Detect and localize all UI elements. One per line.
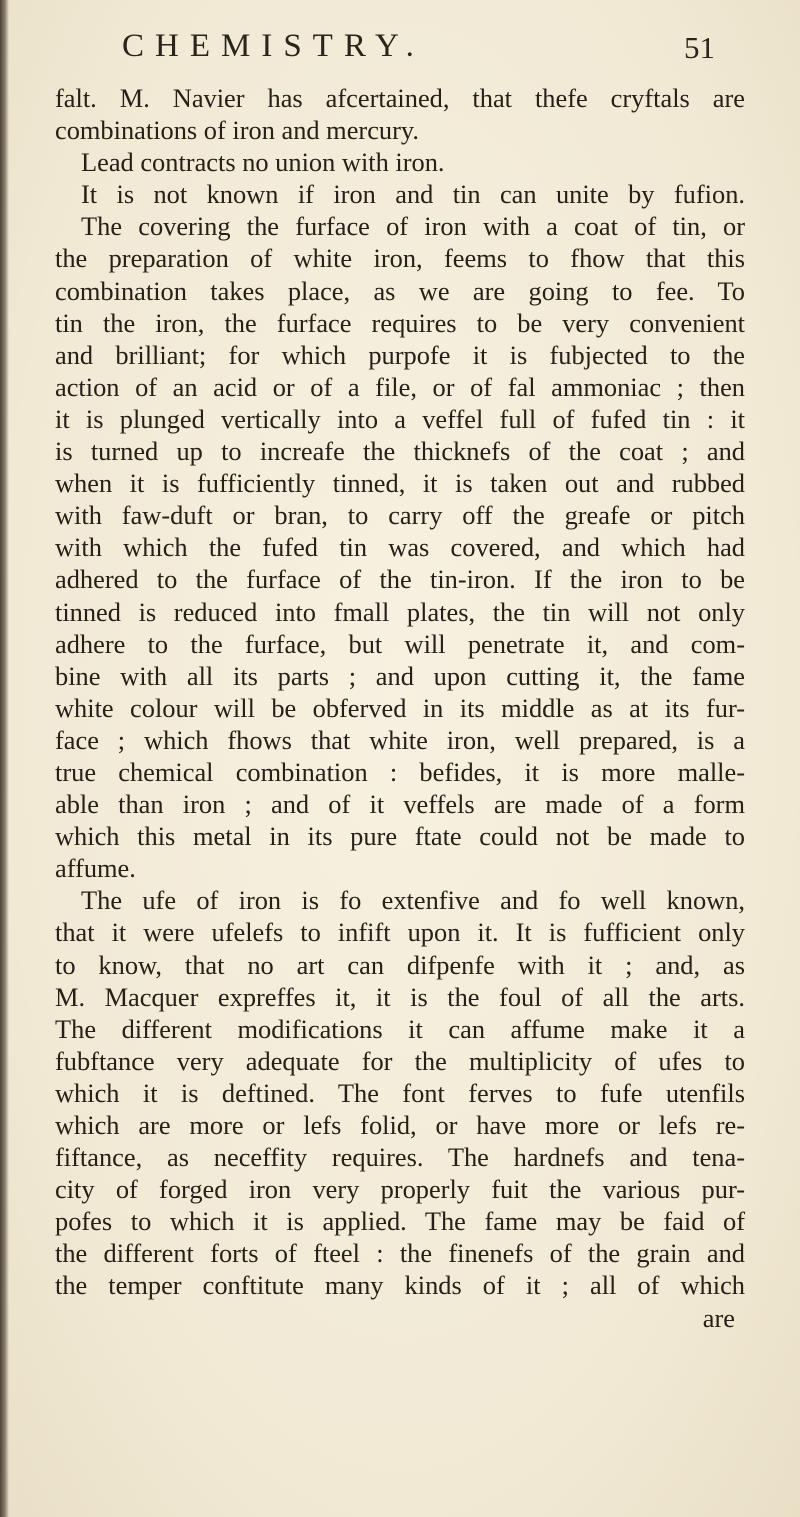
text-line: with faw-duft or bran, to carry off the greafe or pitch (55, 500, 745, 531)
text-line: adhered to the furface of the tin-iron. If the iron to be (55, 564, 745, 595)
page-binding-shadow (0, 0, 9, 1517)
text-line: Lead contracts no union with iron. (81, 147, 445, 178)
running-head (0, 18, 800, 78)
page-number: 51 (684, 30, 715, 65)
text-line: and brilliant; for which purpofe it is fubjected to the (55, 339, 745, 370)
text-line: adhere to the furface, but will penetrate it, and com- (55, 628, 745, 659)
text-line: fiftance, as neceffity requires. The hardnefs and tena- (55, 1142, 745, 1173)
text-line: fubftance very adequate for the multiplicity of ufes to (55, 1045, 745, 1076)
text-line: bine with all its parts ; and upon cutting it, the fame (55, 660, 745, 691)
text-line: is turned up to increafe the thicknefs of the coat ; and (55, 436, 745, 467)
text-line: falt. M. Navier has afcertained, that thefe cryftals are (55, 83, 745, 113)
text-line: city of forged iron very properly fuit the various pur- (55, 1174, 745, 1205)
text-line: combinations of iron and mercury. (55, 115, 419, 146)
text-line: which this metal in its pure ftate could not be made to (55, 821, 745, 852)
text-line: to know, that no art can difpenfe with it ; and, as (55, 949, 745, 980)
text-line: that it were ufelefs to infift upon it. It is fufficient only (55, 917, 745, 948)
text-line: The different modifications it can affume make it a (55, 1013, 745, 1044)
text-line: true chemical combination : befides, it is more malle- (55, 756, 745, 787)
text-line: the temper conftitute many kinds of it ; all of which (55, 1270, 745, 1301)
text-line: tin the iron, the furface requires to be very convenient (55, 307, 745, 338)
text-line: It is not known if iron and tin can unite by fufion. (81, 179, 745, 210)
text-line: the preparation of white iron, feems to fhow that this (55, 243, 745, 274)
text-line: which it is deftined. The font ferves to fufe utenfils (55, 1077, 745, 1108)
text-line: able than iron ; and of it veffels are made of a form (55, 789, 745, 820)
text-line: it is plunged vertically into a veffel full of fufed tin : it (55, 403, 745, 434)
catchword: are (702, 1302, 735, 1333)
text-line: The ufe of iron is fo extenfive and fo well known, (81, 885, 745, 916)
text-line: action of an acid or of a file, or of fal ammoniac ; then (55, 371, 745, 402)
text-line: combination takes place, as we are going to fee. To (55, 275, 745, 306)
text-line: which are more or lefs folid, or have more or lefs re- (55, 1110, 745, 1140)
text-line: tinned is reduced into fmall plates, the tin will not only (55, 596, 745, 627)
running-head-title: CHEMISTRY. (122, 28, 425, 64)
text-line: affume. (55, 853, 136, 884)
text-line: with which the fufed tin was covered, and which had (55, 532, 745, 563)
body-text (55, 82, 745, 1334)
text-line: M. Macquer expreffes it, it is the foul of all the arts. (55, 981, 745, 1012)
text-line: pofes to which it is applied. The fame may be faid of (55, 1206, 745, 1237)
text-line: when it is fufficiently tinned, it is taken out and rubbed (55, 468, 745, 499)
text-line: white colour will be obferved in its middle as at its fur- (55, 692, 745, 723)
text-line: face ; which fhows that white iron, well prepared, is a (55, 724, 745, 755)
text-line: The covering the furface of iron with a coat of tin, or (81, 211, 745, 242)
text-line: the different forts of fteel : the finenefs of the grain and (55, 1238, 745, 1269)
